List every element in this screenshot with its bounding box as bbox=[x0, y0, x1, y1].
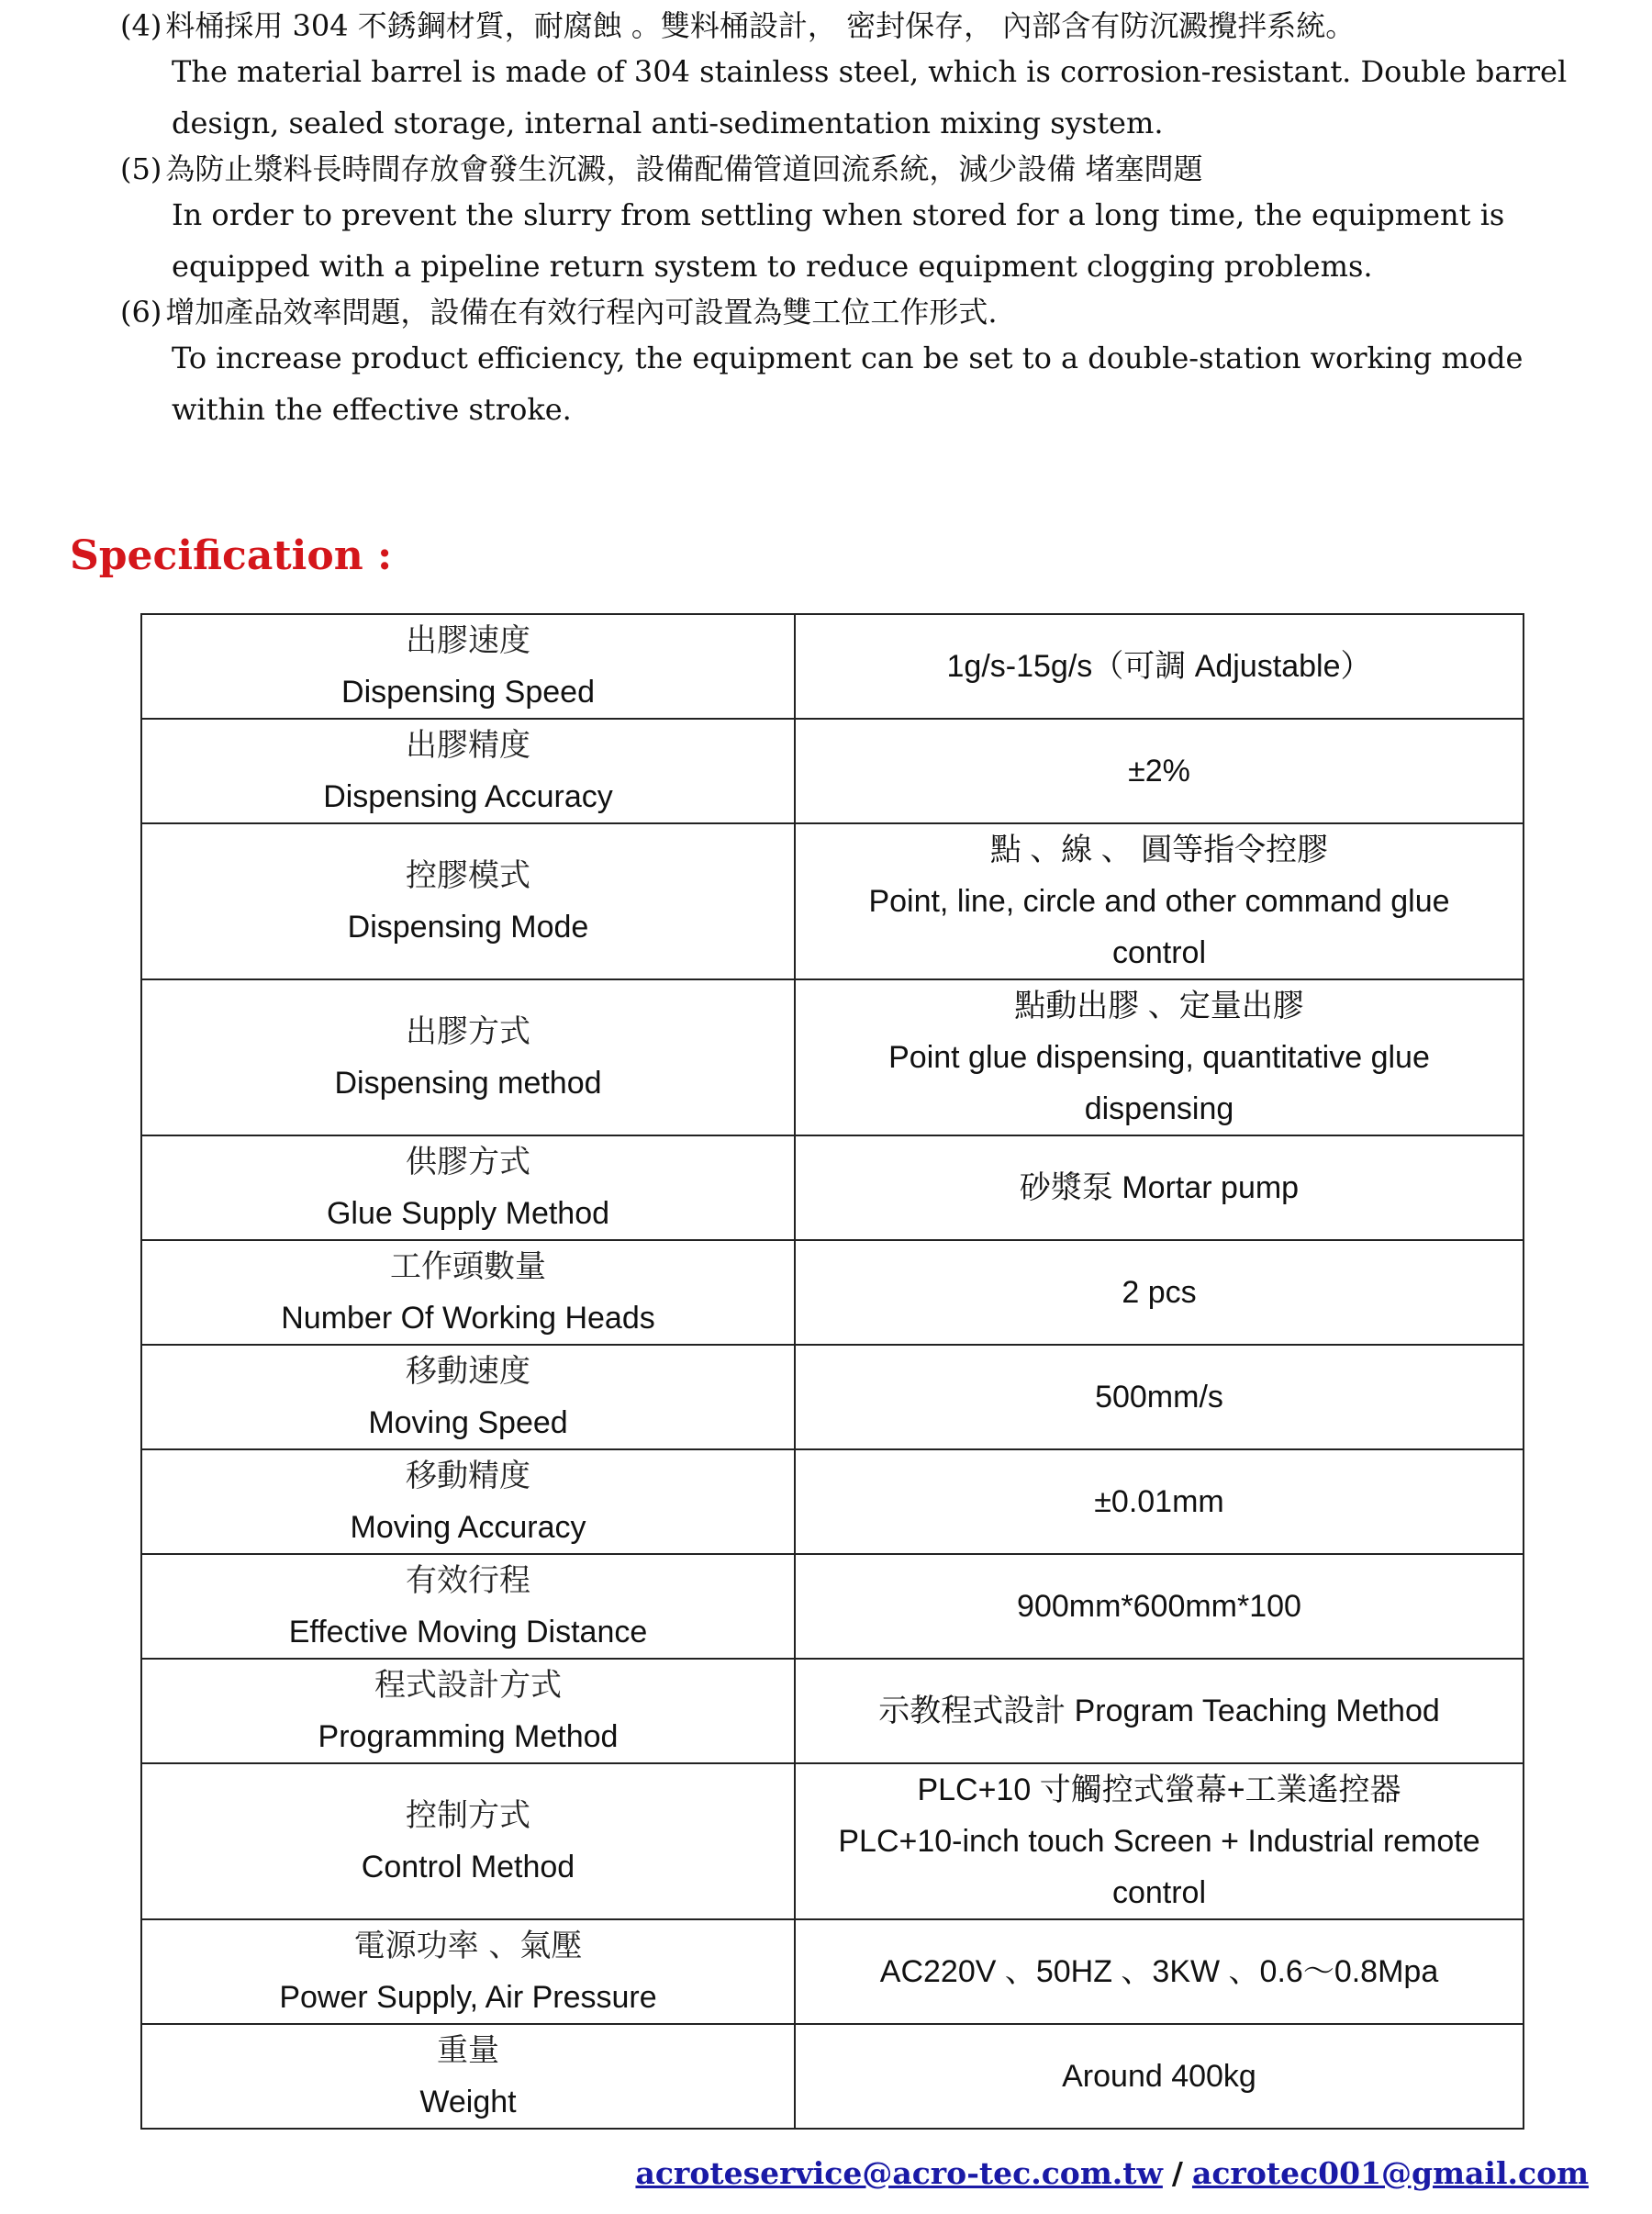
feature-text-en: In order to prevent the slurry from settling when stored for a long time, the equipment is equipped with a pipeline return system to reduce equipment clogging problems. bbox=[172, 197, 1505, 284]
feature-text-zh: 料桶採用 304 不銹鋼材質，耐腐蝕 。雙料桶設計， 密封保存， 內部含有防沉澱攪拌系統。 bbox=[165, 8, 1356, 43]
spec-row bbox=[141, 1763, 1524, 1919]
feature-item-6 bbox=[120, 292, 1625, 435]
spec-label-en: Control Method bbox=[361, 1850, 575, 1884]
spec-value-line: Point glue dispensing, quantitative glue bbox=[888, 1040, 1430, 1075]
spec-row bbox=[141, 1659, 1524, 1763]
spec-value-cell bbox=[795, 1449, 1524, 1554]
spec-label-zh: 控膠模式 bbox=[406, 857, 530, 894]
spec-value-cell bbox=[795, 1554, 1524, 1659]
spec-label-en: Dispensing Speed bbox=[341, 675, 595, 710]
spec-label-en: Programming Method bbox=[318, 1719, 619, 1754]
spec-label-en: Effective Moving Distance bbox=[288, 1615, 648, 1649]
spec-label-en: Moving Speed bbox=[368, 1405, 568, 1440]
spec-label-cell bbox=[141, 1449, 795, 1554]
spec-label-en: Moving Accuracy bbox=[350, 1510, 586, 1545]
spec-label-en: Power Supply, Air Pressure bbox=[279, 1980, 657, 2015]
feature-number: (5) bbox=[120, 151, 162, 186]
feature-item-5 bbox=[120, 149, 1625, 292]
email-link-service[interactable]: acroteservice@acro-tec.com.tw bbox=[635, 2155, 1163, 2191]
spec-value-cell bbox=[795, 1135, 1524, 1240]
spec-label-cell bbox=[141, 823, 795, 979]
spec-value-line: AC220V 、50HZ 、3KW 、0.6～0.8Mpa bbox=[879, 1954, 1439, 1989]
spec-row bbox=[141, 614, 1524, 719]
spec-label-en: Glue Supply Method bbox=[326, 1196, 610, 1231]
spec-label-cell bbox=[141, 1135, 795, 1240]
spec-row bbox=[141, 1240, 1524, 1345]
spec-row bbox=[141, 979, 1524, 1135]
spec-value-cell bbox=[795, 719, 1524, 823]
spec-label-cell bbox=[141, 2024, 795, 2129]
spec-label-zh: 移動精度 bbox=[406, 1458, 530, 1494]
specification-table bbox=[140, 613, 1524, 2130]
spec-value-cell bbox=[795, 1763, 1524, 1919]
spec-value-line: dispensing bbox=[1084, 1091, 1234, 1126]
spec-label-zh: 供膠方式 bbox=[406, 1144, 530, 1180]
spec-value-cell bbox=[795, 1659, 1524, 1763]
spec-row bbox=[141, 823, 1524, 979]
spec-label-zh: 程式設計方式 bbox=[374, 1667, 562, 1704]
spec-value-line: PLC+10-inch touch Screen + Industrial remote bbox=[838, 1824, 1480, 1859]
spec-label-zh: 出膠方式 bbox=[406, 1013, 530, 1050]
feature-text-zh: 增加產品效率問題，設備在有效行程內可設置為雙工位工作形式. bbox=[165, 295, 998, 330]
spec-label-zh: 控制方式 bbox=[406, 1797, 530, 1834]
spec-value-line: control bbox=[1111, 1875, 1207, 1910]
feature-number: (4) bbox=[120, 8, 162, 43]
spec-label-zh: 電源功率 、氣壓 bbox=[353, 1928, 583, 1964]
spec-value-cell bbox=[795, 1240, 1524, 1345]
email-separator: / bbox=[1171, 2155, 1183, 2191]
spec-row bbox=[141, 1135, 1524, 1240]
spec-label-zh: 移動速度 bbox=[406, 1353, 530, 1390]
spec-label-en: Dispensing Mode bbox=[347, 910, 589, 945]
spec-label-cell bbox=[141, 979, 795, 1135]
feature-list bbox=[120, 6, 1625, 435]
spec-value-cell bbox=[795, 823, 1524, 979]
spec-label-zh: 工作頭數量 bbox=[390, 1248, 546, 1285]
spec-row bbox=[141, 1449, 1524, 1554]
feature-text-en: The material barrel is made of 304 stainless steel, which is corrosion-resistant. Double barrel design, sealed storage, internal anti-sedimentation mixing system. bbox=[172, 54, 1568, 140]
spec-value-cell bbox=[795, 614, 1524, 719]
spec-value-line: 點 、線 、 圓等指令控膠 bbox=[989, 833, 1329, 867]
specification-table-body bbox=[141, 614, 1524, 2129]
spec-value-line: Point, line, circle and other command glue bbox=[868, 884, 1450, 919]
email-link-gmail[interactable]: acrotec001@gmail.com bbox=[1191, 2155, 1589, 2191]
spec-label-zh: 出膠精度 bbox=[406, 727, 530, 764]
spec-label-cell bbox=[141, 1554, 795, 1659]
spec-value-cell bbox=[795, 1919, 1524, 2024]
spec-value-line: 1g/s-15g/s（可調 Adjustable） bbox=[946, 649, 1372, 684]
spec-label-cell bbox=[141, 614, 795, 719]
spec-label-cell bbox=[141, 719, 795, 823]
spec-label-cell bbox=[141, 1763, 795, 1919]
spec-label-zh: 出膠速度 bbox=[406, 622, 530, 659]
spec-label-cell bbox=[141, 1240, 795, 1345]
spec-value-line: Around 400kg bbox=[1062, 2059, 1256, 2094]
spec-value-cell bbox=[795, 979, 1524, 1135]
spec-label-zh: 有效行程 bbox=[406, 1562, 530, 1599]
spec-value-line: 2 pcs bbox=[1122, 1275, 1197, 1310]
contact-footer bbox=[635, 2155, 1589, 2191]
spec-value-line: 點動出膠 、定量出膠 bbox=[1014, 989, 1304, 1023]
feature-text-en: To increase product efficiency, the equipment can be set to a double-station working mode within the effective stroke. bbox=[172, 341, 1524, 427]
spec-label-en: Dispensing method bbox=[334, 1066, 602, 1101]
spec-value-line: 砂漿泵 Mortar pump bbox=[1019, 1170, 1300, 1205]
spec-row bbox=[141, 1919, 1524, 2024]
spec-value-line: PLC+10 寸觸控式螢幕+工業遙控器 bbox=[917, 1772, 1401, 1807]
spec-row bbox=[141, 2024, 1524, 2129]
spec-value-line: ±2% bbox=[1128, 754, 1190, 788]
spec-value-line: 示教程式設計 Program Teaching Method bbox=[878, 1694, 1440, 1728]
spec-label-en: Number Of Working Heads bbox=[281, 1301, 655, 1336]
spec-row bbox=[141, 719, 1524, 823]
spec-label-cell bbox=[141, 1659, 795, 1763]
feature-text-zh: 為防止漿料長時間存放會發生沉澱，設備配備管道回流系統，減少設備 堵塞問題 bbox=[165, 151, 1203, 186]
spec-row bbox=[141, 1345, 1524, 1449]
feature-number: (6) bbox=[120, 295, 162, 330]
spec-value-cell bbox=[795, 1345, 1524, 1449]
spec-value-line: control bbox=[1111, 935, 1207, 970]
spec-value-line: 900mm*600mm*100 bbox=[1017, 1589, 1301, 1624]
specification-heading: Specification : bbox=[70, 532, 393, 579]
spec-value-line: ±0.01mm bbox=[1094, 1484, 1224, 1519]
spec-label-en: Dispensing Accuracy bbox=[323, 779, 613, 814]
spec-label-zh: 重量 bbox=[437, 2032, 499, 2069]
spec-label-cell bbox=[141, 1919, 795, 2024]
spec-value-line: 500mm/s bbox=[1095, 1380, 1223, 1414]
spec-label-en: Weight bbox=[419, 2085, 517, 2119]
spec-row bbox=[141, 1554, 1524, 1659]
feature-item-4 bbox=[120, 6, 1625, 149]
spec-label-cell bbox=[141, 1345, 795, 1449]
spec-value-cell bbox=[795, 2024, 1524, 2129]
